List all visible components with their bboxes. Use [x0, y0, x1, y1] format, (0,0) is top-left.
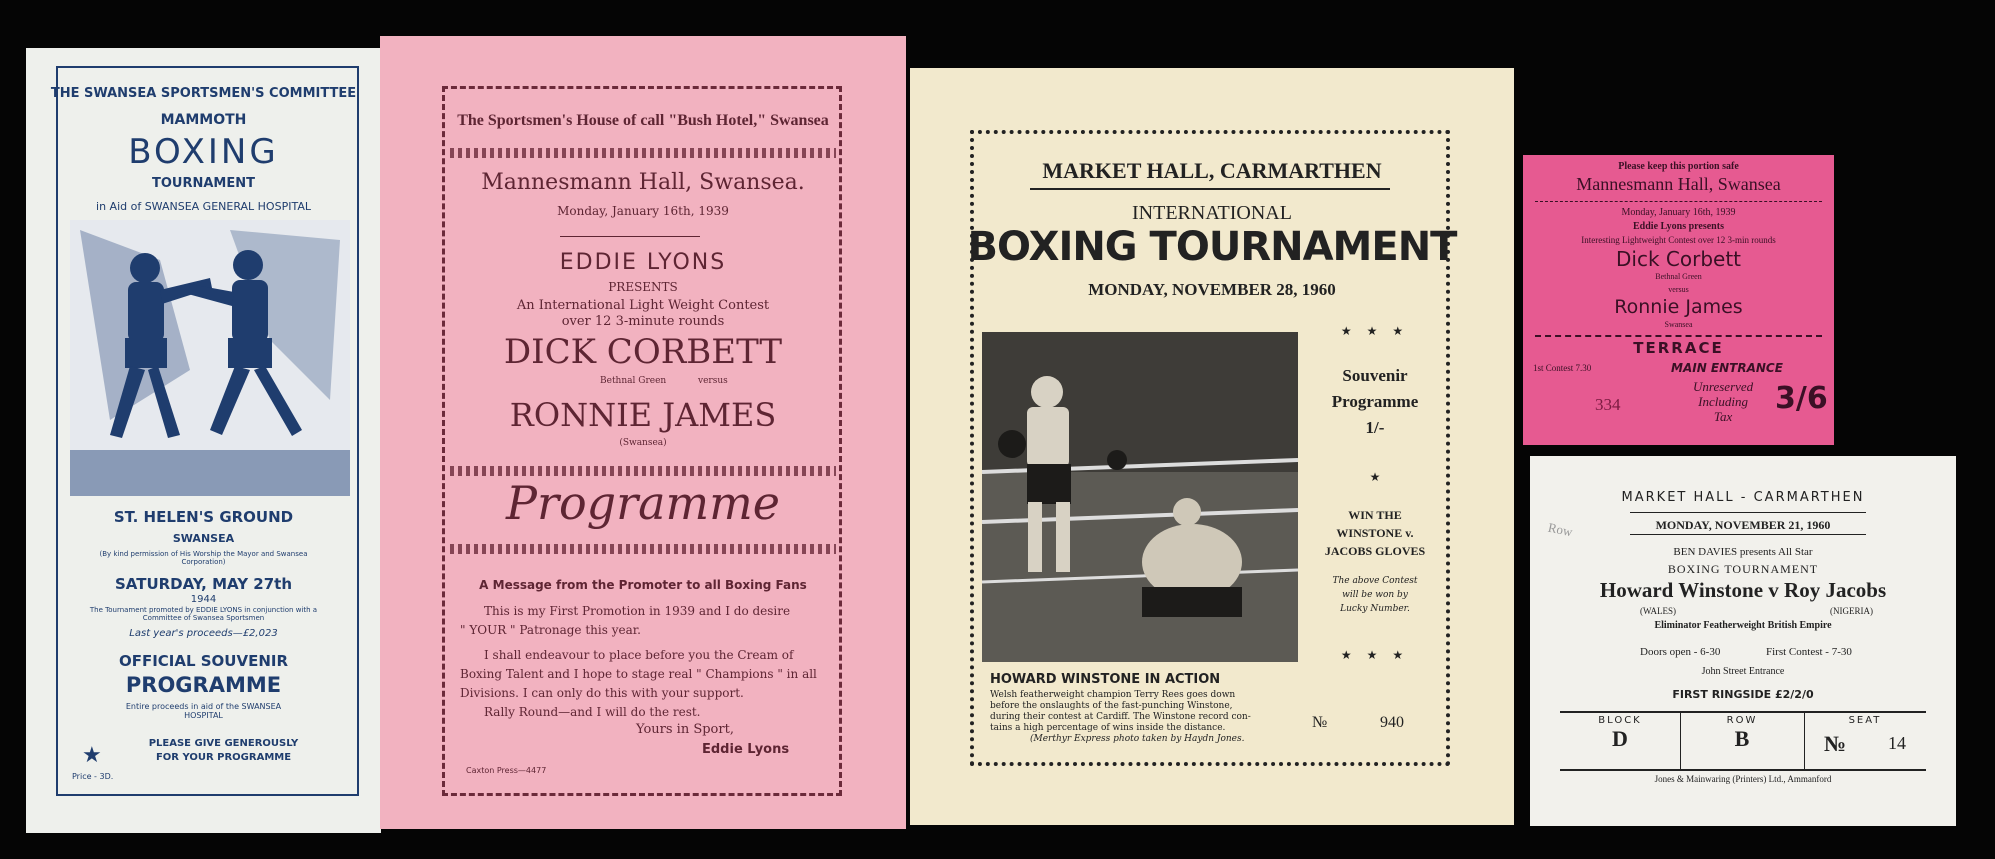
boxer-2-origin: Swansea	[1664, 320, 1693, 329]
contest-note: Lucky Number.	[1340, 604, 1410, 614]
price-text: 1/-	[1365, 418, 1385, 437]
boxer-2: RONNIE JAMES	[509, 396, 777, 434]
promoter-message	[460, 602, 846, 722]
signature-text: Eddie Lyons	[702, 742, 790, 757]
row-value: B	[1734, 726, 1750, 751]
caption-line: Welsh featherweight champion Terry Rees goes down	[990, 690, 1236, 700]
block-value: D	[1612, 726, 1628, 751]
message-line: This is my First Promotion in 1939 and I do desire	[484, 604, 791, 618]
divider	[1630, 534, 1866, 535]
venue-heading: MARKET HALL - CARMARTHEN	[1621, 490, 1865, 505]
first-contest-text: First Contest - 7-30	[1766, 646, 1852, 658]
row-cell	[1680, 713, 1805, 769]
mannesmann-1939-programme	[380, 36, 906, 829]
win-text: WIN THE	[1348, 508, 1402, 522]
terrace-label: TERRACE	[1633, 339, 1724, 357]
printer-text: Caxton Press—4477	[466, 766, 547, 775]
versus-text: versus	[698, 376, 728, 386]
boxer-2-origin: (Swansea)	[619, 438, 667, 448]
row-label: ROW	[1726, 715, 1758, 726]
souvenir-text: OFFICIAL SOUVENIR	[118, 652, 289, 670]
eliminator-text: Eliminator Featherweight British Empire	[1654, 620, 1832, 631]
caption-line: tains a high percentage of wins inside the distance.	[990, 723, 1226, 733]
international-text: INTERNATIONAL	[1132, 202, 1292, 224]
message-line: Rally Round—and I will do the rest.	[484, 705, 701, 719]
star-icon: ★	[82, 743, 102, 768]
win-text: JACOBS GLOVES	[1324, 544, 1426, 558]
divider	[1535, 201, 1822, 202]
programme-text: Programme	[1331, 392, 1419, 411]
ringside-text: FIRST RINGSIDE £2/2/0	[1672, 688, 1814, 701]
tournament-title: BOXING TOURNAMENT	[967, 224, 1457, 270]
entire-proceeds-text: Entire proceeds in aid of the SWANSEA HOSPITAL	[125, 702, 282, 720]
ornament-band	[450, 466, 836, 476]
souvenir-text: Souvenir	[1342, 366, 1408, 385]
entrance-text: John Street Entrance	[1701, 666, 1785, 677]
star-icon: ★	[1369, 470, 1381, 484]
tournament-text: TOURNAMENT	[152, 176, 255, 191]
event-year: 1944	[190, 594, 217, 605]
message-line: Divisions. I can only do this with your support.	[460, 686, 744, 700]
seat-cell	[1804, 713, 1926, 769]
caption-line: during their contest at Cardiff. The Winstone record con-	[990, 712, 1251, 722]
fight-title: Howard Winstone v Roy Jacobs	[1599, 578, 1887, 602]
ticket-price: 3/6	[1775, 381, 1828, 416]
contest-note: The above Contest	[1332, 576, 1418, 586]
terrace-ticket-1939	[1523, 155, 1834, 445]
boxer-1: Dick Corbett	[1616, 247, 1741, 271]
for-programme-text: FOR YOUR PROGRAMME	[155, 752, 292, 763]
printer-text: Jones & Mainwaring (Printers) Ltd., Ammanford	[1654, 774, 1832, 784]
message-line: " YOUR " Patronage this year.	[460, 623, 641, 637]
event-date: MONDAY, NOVEMBER 28, 1960	[1088, 280, 1336, 299]
carmarthen-1960-programme	[910, 68, 1514, 825]
main-entrance-text: MAIN ENTRANCE	[1671, 361, 1783, 375]
boxing-title: BOXING	[128, 132, 279, 172]
unreserved-text	[1693, 379, 1753, 424]
contest-text-2: over 12 3-minute rounds	[561, 314, 725, 329]
boxer-1-origin: Bethnal Green	[600, 376, 667, 386]
contest-text-1: An International Light Weight Contest	[516, 298, 770, 313]
lucky-number: 940	[1380, 714, 1404, 731]
boxer-1: DICK CORBETT	[503, 332, 783, 372]
wales-text: (WALES)	[1640, 606, 1676, 616]
caption-line: (Merthyr Express photo taken by Haydn Jones.	[1030, 734, 1245, 744]
mammoth-text: MAMMOTH	[160, 112, 247, 128]
permission-text: (By kind permission of His Worship the Mayor and Swansea Corporation)	[99, 550, 308, 566]
keep-safe-text: Please keep this portion safe	[1618, 161, 1739, 172]
win-text: WINSTONE v.	[1336, 526, 1414, 540]
swansea-1944-programme	[26, 48, 381, 833]
city-text: SWANSEA	[172, 532, 235, 545]
block-label: BLOCK	[1598, 715, 1642, 726]
event-date: Monday, January 16th, 1939	[1621, 207, 1736, 218]
versus-text: versus	[1668, 285, 1689, 294]
ornament-band	[450, 148, 836, 158]
block-cell	[1560, 713, 1681, 769]
seat-value: 14	[1888, 733, 1906, 753]
presents-text: BEN DAVIES presents All Star	[1673, 546, 1813, 558]
hall-name: Mannesmann Hall, Swansea	[1576, 174, 1781, 194]
hall-name: Mannesmann Hall, Swansea.	[481, 170, 805, 195]
bush-hotel-heading: The Sportsmen's House of call "Bush Hotel," Swansea	[457, 112, 829, 129]
ornament-band	[450, 544, 836, 554]
first-contest-text: 1st Contest 7.30	[1533, 363, 1592, 373]
message-line: Boxing Talent and I hope to stage real " Champions " in all	[460, 667, 817, 681]
ground-text: ST. HELEN'S GROUND	[113, 508, 294, 526]
caption-line: before the onslaughts of the fast-punching Winstone,	[990, 701, 1233, 711]
unreserved-line: Tax	[1713, 409, 1733, 424]
seat-number-label: №	[1824, 731, 1847, 756]
photo-caption-title: HOWARD WINSTONE IN ACTION	[990, 672, 1221, 687]
handwritten-note: Row	[1546, 519, 1574, 540]
boxer-2: Ronnie James	[1614, 296, 1743, 318]
boxers-illustration	[70, 220, 350, 496]
promoted-text: The Tournament promoted by EDDIE LYONS in conjunction with a Committee of Swansea Sportsmen	[89, 606, 318, 622]
number-label: №	[1312, 714, 1328, 731]
divider	[1630, 512, 1866, 513]
promoter-name: EDDIE LYONS	[559, 250, 727, 275]
message-line: I shall endeavour to place before you the Cream of	[484, 648, 794, 662]
aid-text: in Aid of SWANSEA GENERAL HOSPITAL	[96, 200, 311, 213]
divider	[1030, 188, 1390, 190]
divider	[1535, 335, 1822, 337]
presents-text: PRESENTS	[608, 280, 678, 294]
programme-title: PROGRAMME	[125, 673, 282, 697]
seat-table	[1560, 711, 1926, 771]
boxer-1-origin: Bethnal Green	[1655, 272, 1702, 281]
star-row: ★ ★ ★	[1340, 324, 1410, 338]
event-date: MONDAY, NOVEMBER 21, 1960	[1655, 518, 1831, 532]
seat-label: SEAT	[1848, 715, 1882, 726]
event-date: Monday, January 16th, 1939	[557, 204, 729, 218]
yours-text: Yours in Sport,	[636, 722, 734, 737]
unreserved-line: Unreserved	[1693, 379, 1754, 394]
contest-text: Interesting Lightweight Contest over 12 3-min rounds	[1581, 235, 1776, 245]
nigeria-text: (NIGERIA)	[1830, 606, 1873, 616]
star-row: ★ ★ ★	[1340, 648, 1410, 662]
doors-open-text: Doors open - 6-30	[1640, 646, 1721, 658]
proceeds-text: Last year's proceeds—£2,023	[129, 628, 278, 639]
ringside-ticket-1960	[1530, 456, 1956, 826]
contest-note: will be won by	[1342, 590, 1408, 600]
message-title: A Message from the Promoter to all Boxing Fans	[479, 578, 807, 592]
programme-title: Programme	[506, 476, 780, 530]
photo-caption	[990, 690, 1320, 745]
unreserved-line: Including	[1698, 394, 1748, 409]
tournament-text: BOXING TOURNAMENT	[1667, 562, 1819, 576]
committee-heading: THE SWANSEA SPORTSMEN'S COMMITTEE	[50, 86, 357, 101]
divider	[560, 236, 700, 237]
venue-heading: MARKET HALL, CARMARTHEN	[1042, 158, 1382, 183]
serial-number: 334	[1595, 395, 1621, 414]
give-generously-text: PLEASE GIVE GENEROUSLY	[148, 738, 299, 749]
event-date: SATURDAY, MAY 27th	[114, 575, 293, 593]
boxing-photo	[982, 332, 1298, 662]
presents-text: Eddie Lyons presents	[1633, 221, 1724, 232]
price-text: Price - 3D.	[72, 772, 114, 781]
